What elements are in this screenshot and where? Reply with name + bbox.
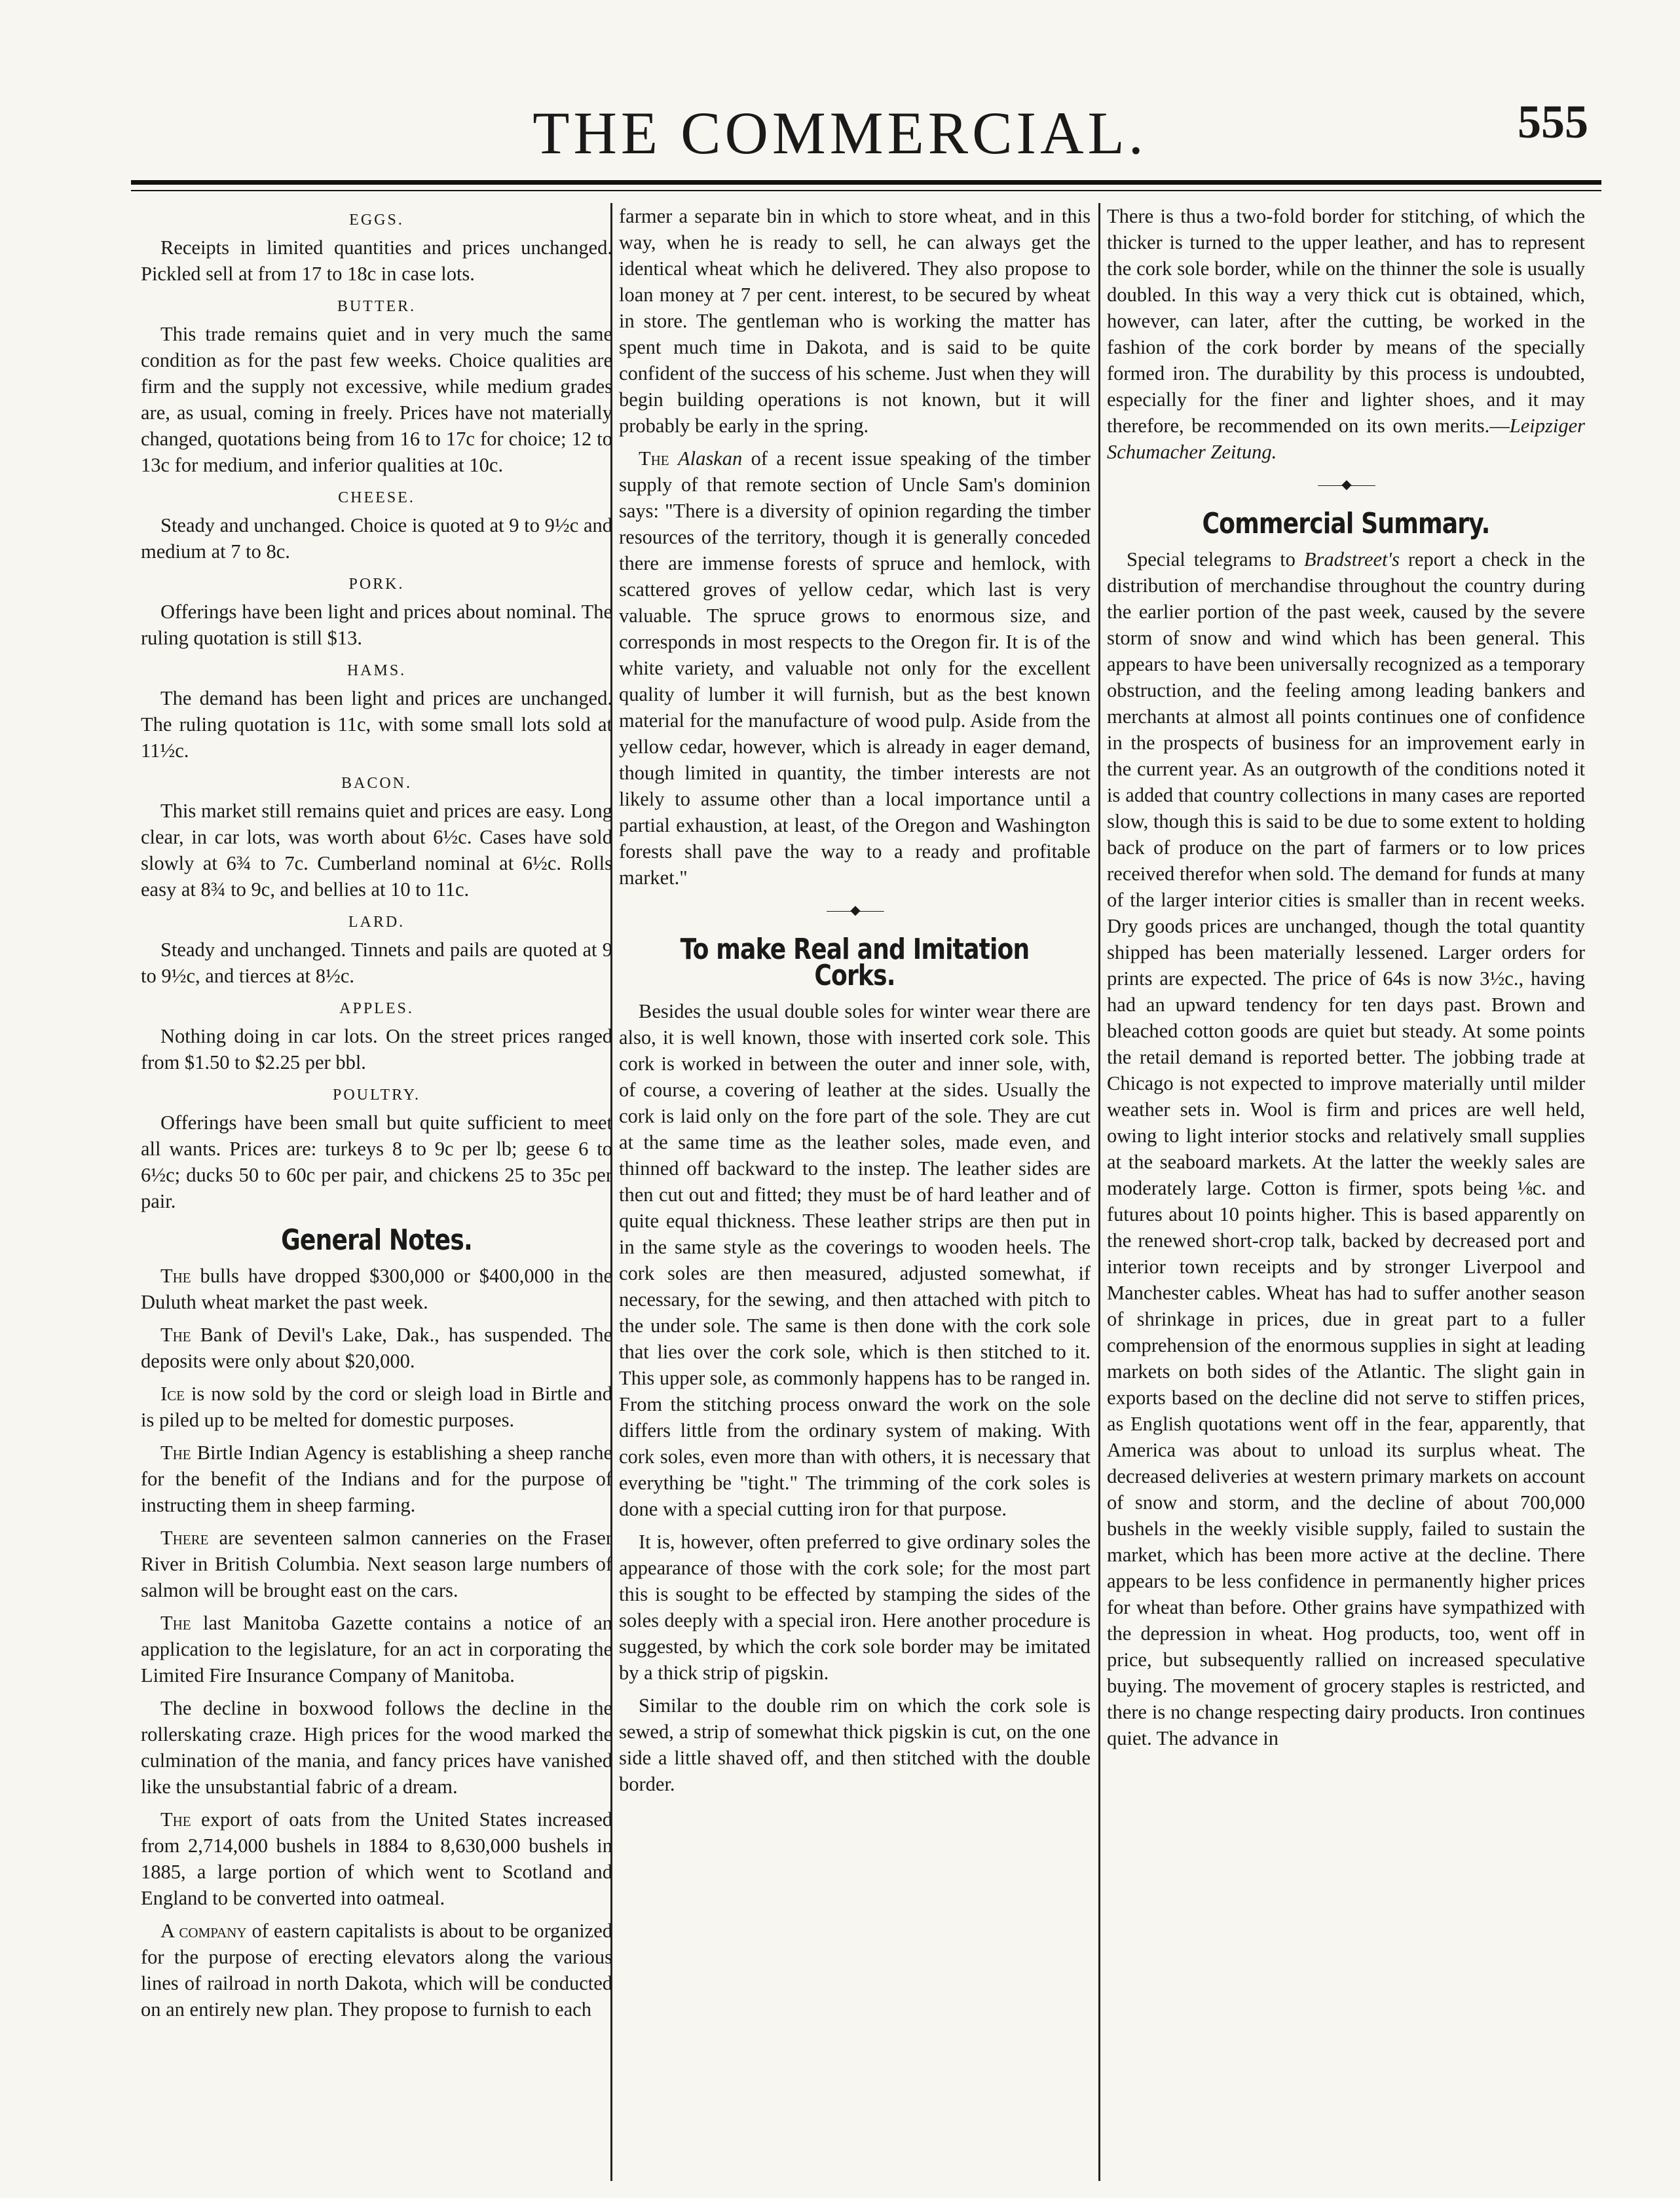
note-text: are seventeen salmon canneries on the Fraser River in British Columbia. Next season large numbers of salmon will be brought east on the cars. — [141, 1527, 612, 1601]
paragraph-cheese: Steady and unchanged. Choice is quoted at 9 to 9½c and medium at 7 to 8c. — [141, 514, 612, 563]
note-text: bulls have dropped $300,000 or $400,000 in the Duluth wheat market the past week. — [141, 1265, 612, 1313]
paragraph-corks: It is, however, often preferred to give ordinary soles the appearance of those with the cork sole; for the most part this is sought to be effected by stamping the sides of the soles deeply with a special iron. Here another procedure is suggested, by which the cork sole border may be imitated by a thick strip of pigskin. — [619, 1531, 1091, 1684]
paragraph-summary — [1107, 546, 1585, 1751]
note-text: Bank of Devil's Lake, Dak., has suspended. The deposits were only about $20,000. — [141, 1324, 612, 1372]
section-subhead-hams: HAMS. — [346, 662, 407, 679]
note-text: last Manitoba Gazette contains a notice of an application to the legislature, for an act in corporating the Limited Fire Insurance Company of Manitoba. — [141, 1612, 612, 1686]
paragraph-corks: Similar to the double rim on which the cork sole is sewed, a strip of somewhat thick pigskin is cut, on the one side a little shaved off, and then stitched with the double border. — [619, 1694, 1091, 1795]
paragraph-corks-continued — [1107, 203, 1585, 465]
page-number: 555 — [1518, 96, 1588, 148]
section-subhead-butter: BUTTER. — [337, 298, 417, 315]
paragraph-poultry: Offerings have been small but quite sufficient to meet all wants. Prices are: turkeys 8 to 9c per lb; geese 6 to 6½c; ducks 50 to 60c per pair, and chickens 25 to 35c per pair. — [141, 1111, 612, 1212]
paragraph-text: of a recent issue speaking of the timber supply of that remote section of Uncle Sam's dominion says: "There is a diversity of opinion regarding the timber resources of the territory, though it is generally conceded there are immense forests of spruce and hemlock, with scattered groves of yellow cedar, which last is very valuable. The spruce grows to enormous size, and corresponds in most respects to the Oregon fir. It is of the white variety, and valuable not only for the excellent quality of lumber it will furnish, but as the best known material for the manufacture of wood pulp. Aside from the yellow cedar, however, which is already in eager demand, though limited in quantity, the timber interests are not likely to assume other than a local importance until a partial exhaustion, at least, of the Oregon and Washington forests shall pave the way to a ready and profitable market." — [619, 447, 1091, 889]
note-paragraph: The decline in boxwood follows the decline in the rollerskating craze. High prices for the wood marked the culmination of the mania, and fancy prices have vanished like the unsubstantial fabric of a dream. — [141, 1697, 612, 1798]
note-lead: A company — [160, 1920, 247, 1942]
paragraph-elevator-continued: farmer a separate bin in which to store wheat, and in this way, when he is ready to sell, he can always get the identical wheat which he delivered. They also propose to loan money at 7 per cent. interest, to be secured by wheat in store. The gentleman who is working the matter has spent much time in Dakota, and is said to be quite confident of the success of his scheme. Just when they will begin building operations is not known, but it will probably be early in the spring. — [619, 205, 1091, 437]
ornamental-divider: ——◆—— — [827, 903, 883, 918]
note-paragraph — [141, 1610, 612, 1688]
paragraph-hams: The demand has been light and prices are unchanged. The ruling quotation is 11c, with some small lots sold at 11½c. — [141, 687, 612, 762]
note-paragraph — [141, 1440, 612, 1518]
note-paragraph — [141, 1381, 612, 1433]
paragraph-alaskan — [619, 445, 1091, 891]
section-subhead-eggs: EGGS. — [349, 212, 404, 229]
paragraph-text: There is thus a two-fold border for stitching, of which the thicker is turned to the upper leather, and has to represent the cork sole border, while on the thinner the sole is usually doubled. In this way a very thick cut is obtained, which, however, can later, after the cutting, be worked in the fashion of the cork border by means of the specially formed iron. The durability by this process is undoubted, especially for the finer and lighter shoes, and it may therefore, be recommended on its own merits.— — [1107, 205, 1585, 437]
note-lead: The — [160, 1324, 191, 1346]
headline-corks: To make Real and Imitation Corks. — [680, 933, 1030, 992]
newspaper-title: THE COMMERCIAL. — [532, 100, 1148, 166]
note-paragraph — [141, 1525, 612, 1603]
column-1 — [141, 203, 612, 2181]
column-2 — [619, 203, 1091, 2181]
note-paragraph — [141, 1322, 612, 1374]
headline-general-notes: General Notes. — [281, 1223, 472, 1257]
note-lead: The — [160, 1612, 191, 1634]
paragraph-lead: Special telegrams to — [1127, 548, 1304, 570]
note-paragraph — [141, 1918, 612, 2022]
note-paragraph — [141, 1263, 612, 1315]
section-subhead-bacon: BACON. — [341, 775, 412, 792]
section-subhead-cheese: CHEESE. — [338, 489, 415, 506]
paragraph-lead: The — [639, 447, 669, 470]
note-lead: The — [160, 1808, 191, 1831]
paragraph-bacon: This market still remains quiet and prices are easy. Long clear, in car lots, was worth about 6½c. Cases have sold slowly at 6¾ to 7c. Cumberland nominal at 6½c. Rolls easy at 8¾ to 9c, and bellies at 10 to 11c. — [141, 800, 612, 901]
note-paragraph — [141, 1806, 612, 1911]
section-subhead-pork: PORK. — [348, 576, 405, 593]
paragraph-butter: This trade remains quiet and in very much the same condition as for the past few weeks. Choice qualities are firm and the supply not excessive, while medium grades are, as usual, coming in freely. Prices have not materially changed, quotations being from 16 to 17c for choice; 12 to 13c for medium, and inferior qualities at 10c. — [141, 323, 612, 476]
note-lead: Ice — [160, 1383, 185, 1405]
column-divider — [1098, 203, 1100, 2181]
source-citation: Leipziger Schumacher Zeitung. — [1107, 415, 1585, 463]
headline-commercial-summary: Commercial Summary. — [1202, 507, 1490, 540]
header-thick-rule — [131, 180, 1601, 185]
section-subhead-apples: APPLES. — [339, 1000, 414, 1017]
ornamental-divider: ——◆—— — [1318, 477, 1374, 492]
section-subhead-poultry: POULTRY. — [332, 1087, 421, 1104]
paragraph-corks: Besides the usual double soles for winter wear there are also, it is well known, those with inserted cork sole. This cork is worked in between the outer and inner sole, with, of course, a covering of leather at the sides. Usually the cork is laid only on the fore part of the sole. They are cut at the same time as the leather soles, made even, and thinned off backward to the instep. The leather sides are then cut out and fitted; they must be of hard leather and of quite equal thickness. These leather strips are then put in in the same style as the coverings to wooden heels. The cork soles are then measured, adjusted somewhat, if necessary, for the sewing, and then attached with pitch to the under sole. The same is then done with the cork sole that lies over the cork sole, which is then stitched to it. This upper sole, as commonly happens has to be ranged in. From the stitching process onward the work on the sole differs little from the ordinary system of making. With cork soles, even more than with others, it is necessary that everything be "tight." The trimming of the cork soles is done with a special cutting iron for that purpose. — [619, 1000, 1091, 1520]
section-subhead-lard: LARD. — [348, 914, 405, 931]
masthead — [0, 0, 1680, 170]
column-3 — [1107, 203, 1585, 2181]
note-text: Birtle Indian Agency is establishing a sheep ranche for the benefit of the Indians and for the purpose of instructing them in sheep farming. — [141, 1442, 612, 1516]
note-text: is now sold by the cord or sleigh load in Birtle and is piled up to be melted for domestic purposes. — [141, 1383, 612, 1431]
header-thin-rule — [131, 190, 1601, 191]
paragraph-text: report a check in the distribution of merchandise throughout the country during the earlier portion of the past week, caused by the severe storm of snow and wind which has been general. This appears to have been universally recognized as a temporary obstruction, and the feeling among leading bankers and merchants at almost all points continues one of confidence in the prospects of business for an improvement early in the current year. As an outgrowth of the conditions noted it is added that country collections in many cases are reported slow, though this is said to be due to some extent to holding back of produce on the part of farmers or to low prices received therefor when sold. The demand for funds at many of the larger interior cities is smaller than in recent weeks. Dry goods prices are unchanged, though the total quantity shipped has been materially lessened. Larger orders for prints are expected. The price of 64s is now 3½c., having had an upward tendency for ten days past. Brown and bleached cotton goods are quiet but steady. At some points the retail demand is reported better. The jobbing trade at Chicago is not expected to improve materially until milder weather sets in. Wool is firm and prices are well held, owing to light interior stocks and relatively small supplies at the seaboard markets. At the latter the weekly sales are moderately large. Cotton is firmer, spots being ⅛c. and futures about 10 points higher. This is based apparently on the renewed short-crop talk, backed by decreased port and interior town receipts and by stronger Liverpool and Manchester cables. Wheat has had to suffer another season of shrinkage in prices, due in great part to a fuller comprehension of the enormous supplies in sight at leading markets on both sides of the Atlantic. The slight gain in exports based on the decline did not serve to stiffen prices, as English quotations went off in the fear, apparently, that America was about to unload its surplus wheat. The decreased deliveries at western primary markets on account of snow and storm, and the decline of about 700,000 bushels in the weekly visible supply, failed to sustain the market, which has been more active at the decline. There appears to be less confidence in permanently higher prices for wheat than before. Other grains have sympathized with the depression in wheat. Hog products, too, went off in price, but subsequently rallied on increased speculative buying. The movement of grocery staples is restricted, and there is no change respecting dairy products. Iron continues quiet. The advance in — [1107, 548, 1585, 1749]
paragraph-pork: Offerings have been light and prices about nominal. The ruling quotation is still $13. — [141, 601, 612, 649]
paragraph-lard: Steady and unchanged. Tinnets and pails are quoted at 9 to 9½c, and tierces at 8½c. — [141, 939, 612, 987]
note-text: export of oats from the United States increased from 2,714,000 bushels in 1884 to 8,630,000 bushels in 1885, a large portion of which went to Scotland and England to be converted into oatmeal. — [141, 1808, 612, 1909]
source-name: Bradstreet's — [1303, 548, 1400, 570]
note-text: of eastern capitalists is about to be organized for the purpose of erecting elevators along the various lines of railroad in north Dakota, which will be conducted on an entirely new plan. They propose to furnish to each — [141, 1920, 612, 2021]
note-lead: The — [160, 1265, 191, 1287]
publication-name: Alaskan — [677, 447, 743, 470]
note-lead: There — [160, 1527, 209, 1549]
note-lead: The — [160, 1442, 191, 1464]
paragraph-apples: Nothing doing in car lots. On the street prices ranged from $1.50 to $2.25 per bbl. — [141, 1025, 612, 1073]
paragraph-eggs: Receipts in limited quantities and prices unchanged. Pickled sell at from 17 to 18c in case lots. — [141, 236, 612, 285]
